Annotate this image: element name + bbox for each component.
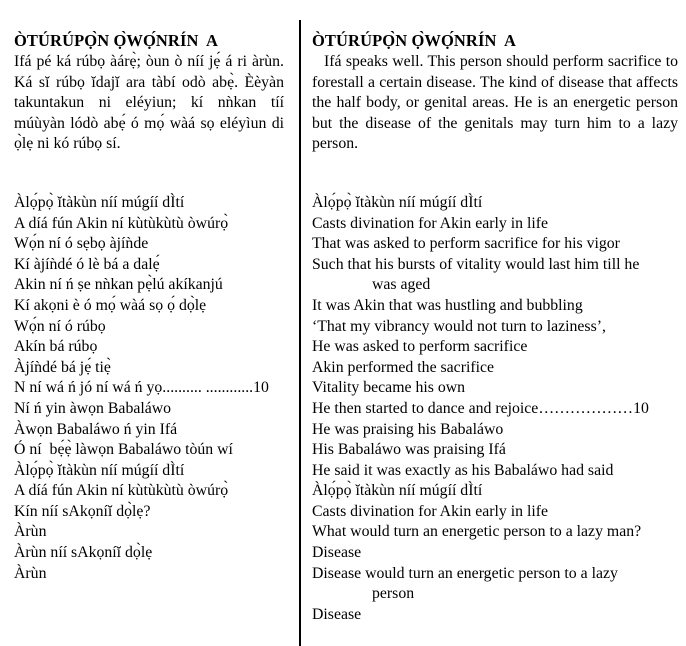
verse-line: He said it was exactly as his Babaláwo had said xyxy=(312,461,614,479)
verse-line: Casts divination for Akin early in life xyxy=(312,214,549,232)
verse-line: Ní ń yin àwọn Babaláwo xyxy=(14,399,172,417)
verse-line: Kí àjíǹdé ó lè bá a dalẹ́ xyxy=(14,255,160,273)
verse-line: Vitality became his own xyxy=(312,379,466,397)
verse-line: Disease xyxy=(312,544,362,562)
verse-line: Wọ́n ní ó rúbọ xyxy=(14,317,106,335)
verse-line: Àlọ́pọ̀ ĭtàkùn níí múgíí dÌtí xyxy=(14,461,185,479)
verse-line: Casts divination for Akin early in life xyxy=(312,502,549,520)
verse-line: It was Akin that was hustling and bubbling xyxy=(312,296,583,314)
verse-line: Wọ́n ní ó sẹbọ àjíǹde xyxy=(14,235,149,253)
verse-line: He was asked to perform sacrifice xyxy=(312,338,528,356)
verse-line: That was asked to perform sacrifice for his vigor xyxy=(312,235,620,253)
verse-line: He then started to dance and rejoice………………10 xyxy=(312,399,649,417)
verse-line: Àlọ́pọ̀ ĭtàkùn níí múgíí dÌtí xyxy=(312,193,483,211)
verse-line: Kí akọni è ó mọ́ wàá sọ ọ́ dọ̀lẹ xyxy=(14,296,207,314)
verse-line: Disease xyxy=(312,605,362,623)
verse-line: Àrùn xyxy=(14,564,47,582)
left-column-intro-paragraph: Ifá pé ká rúbọ àárẹ̀; òun ò níí jẹ́ á ri àrùn. Ká sĭ rúbọ ĭdajĭ ara tàbí odò abẹ̀. Èèyàn takuntakun ni eléyiun; kí nǹkan tíí múùyàn lódò abẹ́ ó mọ́ wàá sọ eléyìun di ọ̀lẹ ni kó rúbọ sí. xyxy=(14,53,284,153)
verse-line: Àjíǹdé bá jẹ́ tiẹ̀ xyxy=(14,358,111,376)
left-column xyxy=(0,30,290,584)
column-divider-rule xyxy=(299,20,301,646)
verse-line: ‘That my vibrancy would not turn to laziness’, xyxy=(312,317,606,335)
verse-line: was aged xyxy=(372,276,431,294)
verse-line: Such that his bursts of vitality would last him till he xyxy=(312,255,640,273)
verse-line: Àlọ́pọ̀ ĭtàkùn níí múgíí dÌtí xyxy=(14,193,185,211)
verse-line: Akin ní ń ṣe nǹkan pẹ̀lú akíkanjú xyxy=(14,276,223,294)
left-column-heading: ÒTÚRÚPỌ̀N Ọ̀WỌ́NRÍN A xyxy=(14,31,219,50)
right-column xyxy=(306,30,686,625)
verse-line: A díá fún Akin ní kùtùkùtù òwúrọ̀ xyxy=(14,214,229,232)
verse-line: Ó ní bẹ́ẹ̀ làwọn Babaláwo tòún wí xyxy=(14,441,233,459)
verse-line: Akin performed the sacrifice xyxy=(312,358,495,376)
verse-line: Akín bá rúbọ xyxy=(14,338,98,356)
right-column-spacer xyxy=(312,155,678,193)
verse-line: Àlọ́pọ̀ ĭtàkùn níí múgíí dÌtí xyxy=(312,482,483,500)
verse-line: His Babaláwo was praising Ifá xyxy=(312,441,506,459)
verse-line: N ní wá ń jó ní wá ń yọ.......... ............10 xyxy=(14,379,269,397)
right-column-verse xyxy=(312,193,678,625)
verse-line: person xyxy=(372,585,415,603)
verse-line: A díá fún Akin ní kùtùkùtù òwúrọ̀ xyxy=(14,482,229,500)
verse-line: He was praising his Babaláwo xyxy=(312,420,504,438)
verse-line: Àwọn Babaláwo ń yin Ifá xyxy=(14,420,178,438)
verse-line: Àrùn xyxy=(14,523,47,541)
verse-line: Kín níí sAkọníĭ dọ̀lẹ? xyxy=(14,502,151,520)
verse-line: Àrùn níí sAkọníĭ dọ̀lẹ xyxy=(14,544,153,562)
right-column-heading: ÒTÚRÚPỌ̀N Ọ̀WỌ́NRÍN A xyxy=(312,31,517,50)
verse-line: Disease would turn an energetic person to a lazy xyxy=(312,564,618,582)
left-column-verse xyxy=(14,193,284,584)
right-column-intro-paragraph: Ifá speaks well. This person should perform sacrifice to forestall a certain disease. The kind of disease that affects the half body, or genital areas. He is an energetic person but the disease of the genitals may turn him to a lazy person. xyxy=(312,53,678,153)
left-column-spacer xyxy=(14,155,284,193)
verse-line: What would turn an energetic person to a lazy man? xyxy=(312,523,642,541)
